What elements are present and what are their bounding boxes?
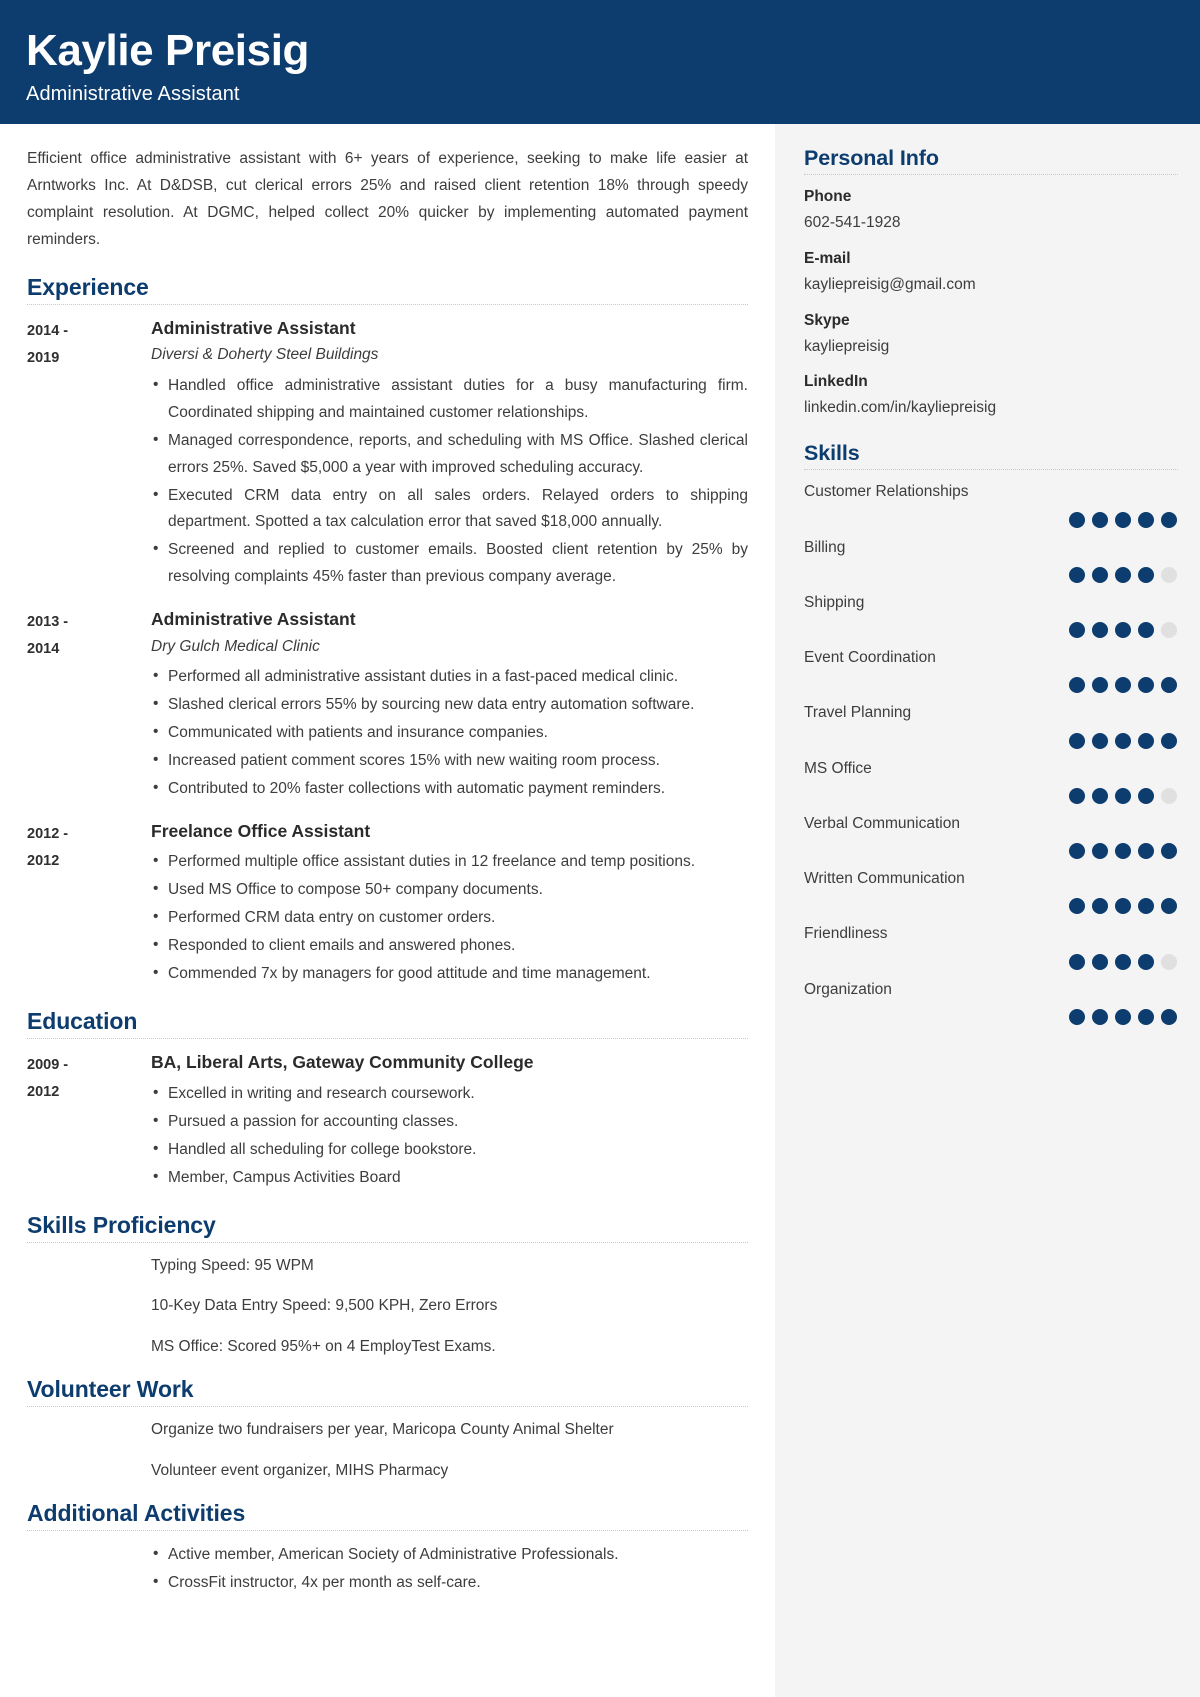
date-from: 2009 - — [27, 1057, 69, 1074]
rating-dot-filled — [1115, 1009, 1131, 1025]
rating-dot-empty — [1161, 567, 1177, 583]
rating-dot-filled — [1115, 788, 1131, 804]
skill-item — [804, 757, 1178, 804]
skill-rating-dots — [804, 677, 1178, 693]
skill-name: Friendliness — [804, 925, 888, 943]
experience-heading: Experience — [27, 273, 149, 300]
date-to: 2019 — [27, 349, 60, 366]
proficiency-line: 10-Key Data Entry Speed: 9,500 KPH, Zero Errors — [151, 1297, 498, 1315]
info-label: Skype — [804, 311, 850, 329]
rating-dot-filled — [1115, 567, 1131, 583]
bullet-item: • Commended 7x by managers for good attitude and time management. — [151, 961, 748, 988]
rating-dot-filled — [1138, 622, 1154, 638]
date-to: 2014 — [27, 641, 60, 658]
section-divider — [27, 1406, 748, 1407]
rating-dot-filled — [1138, 788, 1154, 804]
employer-name: Dry Gulch Medical Clinic — [151, 637, 320, 655]
bullet-item: • Executed CRM data entry on all sales orders. Relayed orders to shipping department. Spotted a tax calculation error that saved $18,000 annually. — [151, 483, 748, 537]
bullet-item: • Performed multiple office assistant duties in 12 freelance and temp positions. — [151, 849, 748, 876]
rating-dot-filled — [1069, 733, 1085, 749]
bullet-item: • Excelled in writing and research coursework. — [151, 1081, 748, 1108]
rating-dot-filled — [1161, 1009, 1177, 1025]
skill-item — [804, 480, 1178, 527]
skills-heading: Skills — [804, 441, 860, 466]
info-label: Phone — [804, 188, 852, 205]
rating-dot-filled — [1138, 677, 1154, 693]
skill-name: Written Communication — [804, 870, 965, 887]
personal-info-item — [804, 309, 1178, 360]
date-to: 2012 — [27, 1084, 60, 1101]
skill-rating-dots — [804, 733, 1178, 749]
employer-name: Diversi & Doherty Steel Buildings — [151, 346, 379, 364]
bullet-item: • Managed correspondence, reports, and scheduling with MS Office. Slashed clerical errors 25%. Saved $5,000 a year with improved scheduling accuracy. — [151, 428, 748, 482]
rating-dot-filled — [1069, 843, 1085, 859]
bullet-list — [151, 1081, 748, 1192]
experience-section — [27, 274, 748, 989]
skills-rating-list — [804, 480, 1178, 1025]
rating-dot-filled — [1092, 1009, 1108, 1025]
skill-name: MS Office — [804, 759, 872, 777]
rating-dot-filled — [1115, 843, 1131, 859]
education-section — [27, 1008, 748, 1192]
rating-dot-filled — [1092, 843, 1108, 859]
personal-info-list — [804, 185, 1178, 421]
info-label: LinkedIn — [804, 373, 868, 391]
rating-dot-filled — [1115, 677, 1131, 693]
rating-dot-empty — [1161, 788, 1177, 804]
rating-dot-filled — [1092, 622, 1108, 638]
experience-entry — [27, 316, 748, 593]
professional-summary: Efficient office administrative assistant with 6+ years of experience, seeking to make life easier at Arntworks Inc. At D&DSB, cut clerical errors 25% and raised client retention 18% through speedy complaint resolution. At DGMC, helped collect 20% quicker by implementing automated payment reminders. — [27, 150, 748, 248]
personal-info-section — [804, 146, 1178, 421]
skill-item — [804, 536, 1178, 583]
volunteer-work-list — [27, 1418, 748, 1484]
skill-item — [804, 812, 1178, 859]
rating-dot-filled — [1161, 512, 1177, 528]
bullet-item: • Active member, American Society of Administrative Professionals. — [151, 1542, 748, 1569]
bullet-item: • Screened and replied to customer emails. Boosted client retention by 25% by resolving complaints 45% faster than previous company average. — [151, 537, 748, 591]
personal-info-heading: Personal Info — [804, 146, 939, 170]
volunteer-line: Organize two fundraisers per year, Maricopa County Animal Shelter — [151, 1421, 614, 1439]
degree-title: BA, Liberal Arts, Gateway Community College — [151, 1052, 534, 1073]
bullet-item: • Member, Campus Activities Board — [151, 1165, 748, 1192]
entry-dates — [27, 1050, 151, 1192]
bullet-item: • Communicated with patients and insurance companies. — [151, 720, 748, 747]
resume-body — [0, 124, 1200, 1697]
bullet-item: • Slashed clerical errors 55% by sourcing new data entry automation software. — [151, 692, 748, 719]
skill-rating-dots — [804, 843, 1178, 859]
skill-rating-dots — [804, 898, 1178, 914]
bullet-list — [151, 373, 748, 592]
experience-entry-list — [27, 316, 748, 989]
rating-dot-filled — [1138, 733, 1154, 749]
rating-dot-filled — [1092, 677, 1108, 693]
rating-dot-filled — [1069, 512, 1085, 528]
rating-dot-filled — [1115, 898, 1131, 914]
job-title: Administrative Assistant — [151, 609, 356, 630]
info-value[interactable]: linkedin.com/in/kayliepreisig — [804, 399, 997, 417]
experience-entry — [27, 819, 748, 989]
personal-info-item — [804, 247, 1178, 298]
rating-dot-filled — [1138, 898, 1154, 914]
skills-proficiency-list — [27, 1254, 748, 1360]
bullet-item: • Increased patient comment scores 15% with new waiting room process. — [151, 748, 748, 775]
skill-rating-dots — [804, 1009, 1178, 1025]
bullet-list — [151, 849, 748, 988]
info-value[interactable]: 602-541-1928 — [804, 214, 901, 232]
bullet-item: • Contributed to 20% faster collections with automatic payment reminders. — [151, 776, 748, 803]
rating-dot-filled — [1161, 843, 1177, 859]
skill-rating-dots — [804, 954, 1178, 970]
skill-item — [804, 978, 1178, 1025]
rating-dot-filled — [1115, 622, 1131, 638]
entry-dates — [27, 607, 151, 804]
rating-dot-filled — [1138, 567, 1154, 583]
experience-entry — [27, 607, 748, 804]
education-entry-list — [27, 1050, 748, 1192]
rating-dot-filled — [1138, 512, 1154, 528]
bullet-list — [151, 1542, 748, 1597]
rating-dot-empty — [1161, 622, 1177, 638]
rating-dot-filled — [1092, 898, 1108, 914]
rating-dot-filled — [1069, 788, 1085, 804]
entry-body — [151, 1050, 748, 1192]
date-to: 2012 — [27, 852, 60, 869]
date-from: 2013 - — [27, 614, 69, 631]
section-divider — [27, 1038, 748, 1039]
bullet-item: • Responded to client emails and answered phones. — [151, 933, 748, 960]
skill-name: Verbal Communication — [804, 814, 960, 832]
sidebar-column — [775, 124, 1200, 1697]
date-from: 2014 - — [27, 322, 69, 339]
skill-item — [804, 922, 1178, 969]
skill-item — [804, 591, 1178, 638]
job-title: Administrative Assistant — [151, 317, 356, 338]
bullet-item: • Pursued a passion for accounting classes. — [151, 1109, 748, 1136]
volunteer-work-section — [27, 1376, 748, 1484]
rating-dot-filled — [1092, 733, 1108, 749]
rating-dot-filled — [1115, 512, 1131, 528]
info-value[interactable]: kayliepreisig — [804, 337, 890, 355]
additional-activities-section — [27, 1500, 748, 1597]
skill-name: Billing — [804, 538, 846, 556]
skill-rating-dots — [804, 622, 1178, 638]
resume-header — [0, 0, 1200, 124]
rating-dot-filled — [1161, 733, 1177, 749]
bullet-item: • Handled office administrative assistant duties for a busy manufacturing firm. Coordinated shipping and maintained customer relationships. — [151, 373, 748, 427]
candidate-job-title: Administrative Assistant — [26, 83, 240, 106]
rating-dot-filled — [1092, 567, 1108, 583]
entry-dates — [27, 819, 151, 989]
rating-dot-filled — [1138, 954, 1154, 970]
info-label: E-mail — [804, 249, 851, 267]
personal-info-item — [804, 185, 1178, 236]
proficiency-line: MS Office: Scored 95%+ on 4 EmployTest Exams. — [151, 1338, 496, 1356]
bullet-item: • Performed CRM data entry on customer orders. — [151, 905, 748, 932]
skill-rating-dots — [804, 788, 1178, 804]
rating-dot-filled — [1138, 843, 1154, 859]
education-entry — [27, 1050, 748, 1192]
entry-body — [151, 316, 748, 593]
rating-dot-filled — [1069, 677, 1085, 693]
skill-name: Organization — [804, 980, 892, 998]
section-divider — [27, 304, 748, 305]
entry-body — [151, 607, 748, 804]
section-divider — [804, 174, 1178, 175]
additional-activities-list — [27, 1542, 748, 1597]
bullet-item: • CrossFit instructor, 4x per month as self-care. — [151, 1570, 748, 1597]
bullet-item: • Used MS Office to compose 50+ company documents. — [151, 877, 748, 904]
rating-dot-filled — [1161, 898, 1177, 914]
skill-name: Customer Relationships — [804, 483, 969, 501]
rating-dot-filled — [1069, 898, 1085, 914]
skill-item — [804, 701, 1178, 748]
entry-dates — [27, 316, 151, 593]
rating-dot-filled — [1092, 954, 1108, 970]
rating-dot-filled — [1069, 567, 1085, 583]
bullet-list — [151, 664, 748, 803]
candidate-name: Kaylie Preisig — [26, 26, 309, 75]
skill-name: Shipping — [804, 593, 865, 611]
skill-name: Event Coordination — [804, 649, 936, 666]
rating-dot-filled — [1092, 512, 1108, 528]
section-divider — [27, 1530, 748, 1531]
entry-body — [151, 819, 748, 989]
education-heading: Education — [27, 1008, 138, 1035]
skill-rating-dots — [804, 512, 1178, 528]
rating-dot-filled — [1069, 1009, 1085, 1025]
rating-dot-filled — [1138, 1009, 1154, 1025]
skill-item — [804, 867, 1178, 914]
skills-proficiency-section — [27, 1212, 748, 1360]
info-value[interactable]: kayliepreisig@gmail.com — [804, 275, 976, 293]
additional-activities-heading: Additional Activities — [27, 1499, 246, 1526]
personal-info-item — [804, 370, 1178, 421]
main-column — [0, 124, 775, 1697]
skill-item — [804, 646, 1178, 693]
rating-dot-filled — [1115, 733, 1131, 749]
rating-dot-filled — [1069, 622, 1085, 638]
skill-name: Travel Planning — [804, 704, 912, 722]
skill-rating-dots — [804, 567, 1178, 583]
date-from: 2012 - — [27, 825, 69, 842]
rating-dot-filled — [1092, 788, 1108, 804]
volunteer-work-heading: Volunteer Work — [27, 1376, 194, 1403]
proficiency-line: Typing Speed: 95 WPM — [151, 1256, 314, 1274]
volunteer-line: Volunteer event organizer, MIHS Pharmacy — [151, 1461, 449, 1479]
section-divider — [27, 1242, 748, 1243]
skills-section — [804, 441, 1178, 1025]
skills-proficiency-heading: Skills Proficiency — [27, 1211, 216, 1238]
section-divider — [804, 469, 1178, 470]
rating-dot-filled — [1069, 954, 1085, 970]
rating-dot-filled — [1115, 954, 1131, 970]
rating-dot-filled — [1161, 677, 1177, 693]
job-title: Freelance Office Assistant — [151, 820, 371, 841]
rating-dot-empty — [1161, 954, 1177, 970]
bullet-item: • Handled all scheduling for college bookstore. — [151, 1137, 748, 1164]
bullet-item: • Performed all administrative assistant duties in a fast-paced medical clinic. — [151, 664, 748, 691]
